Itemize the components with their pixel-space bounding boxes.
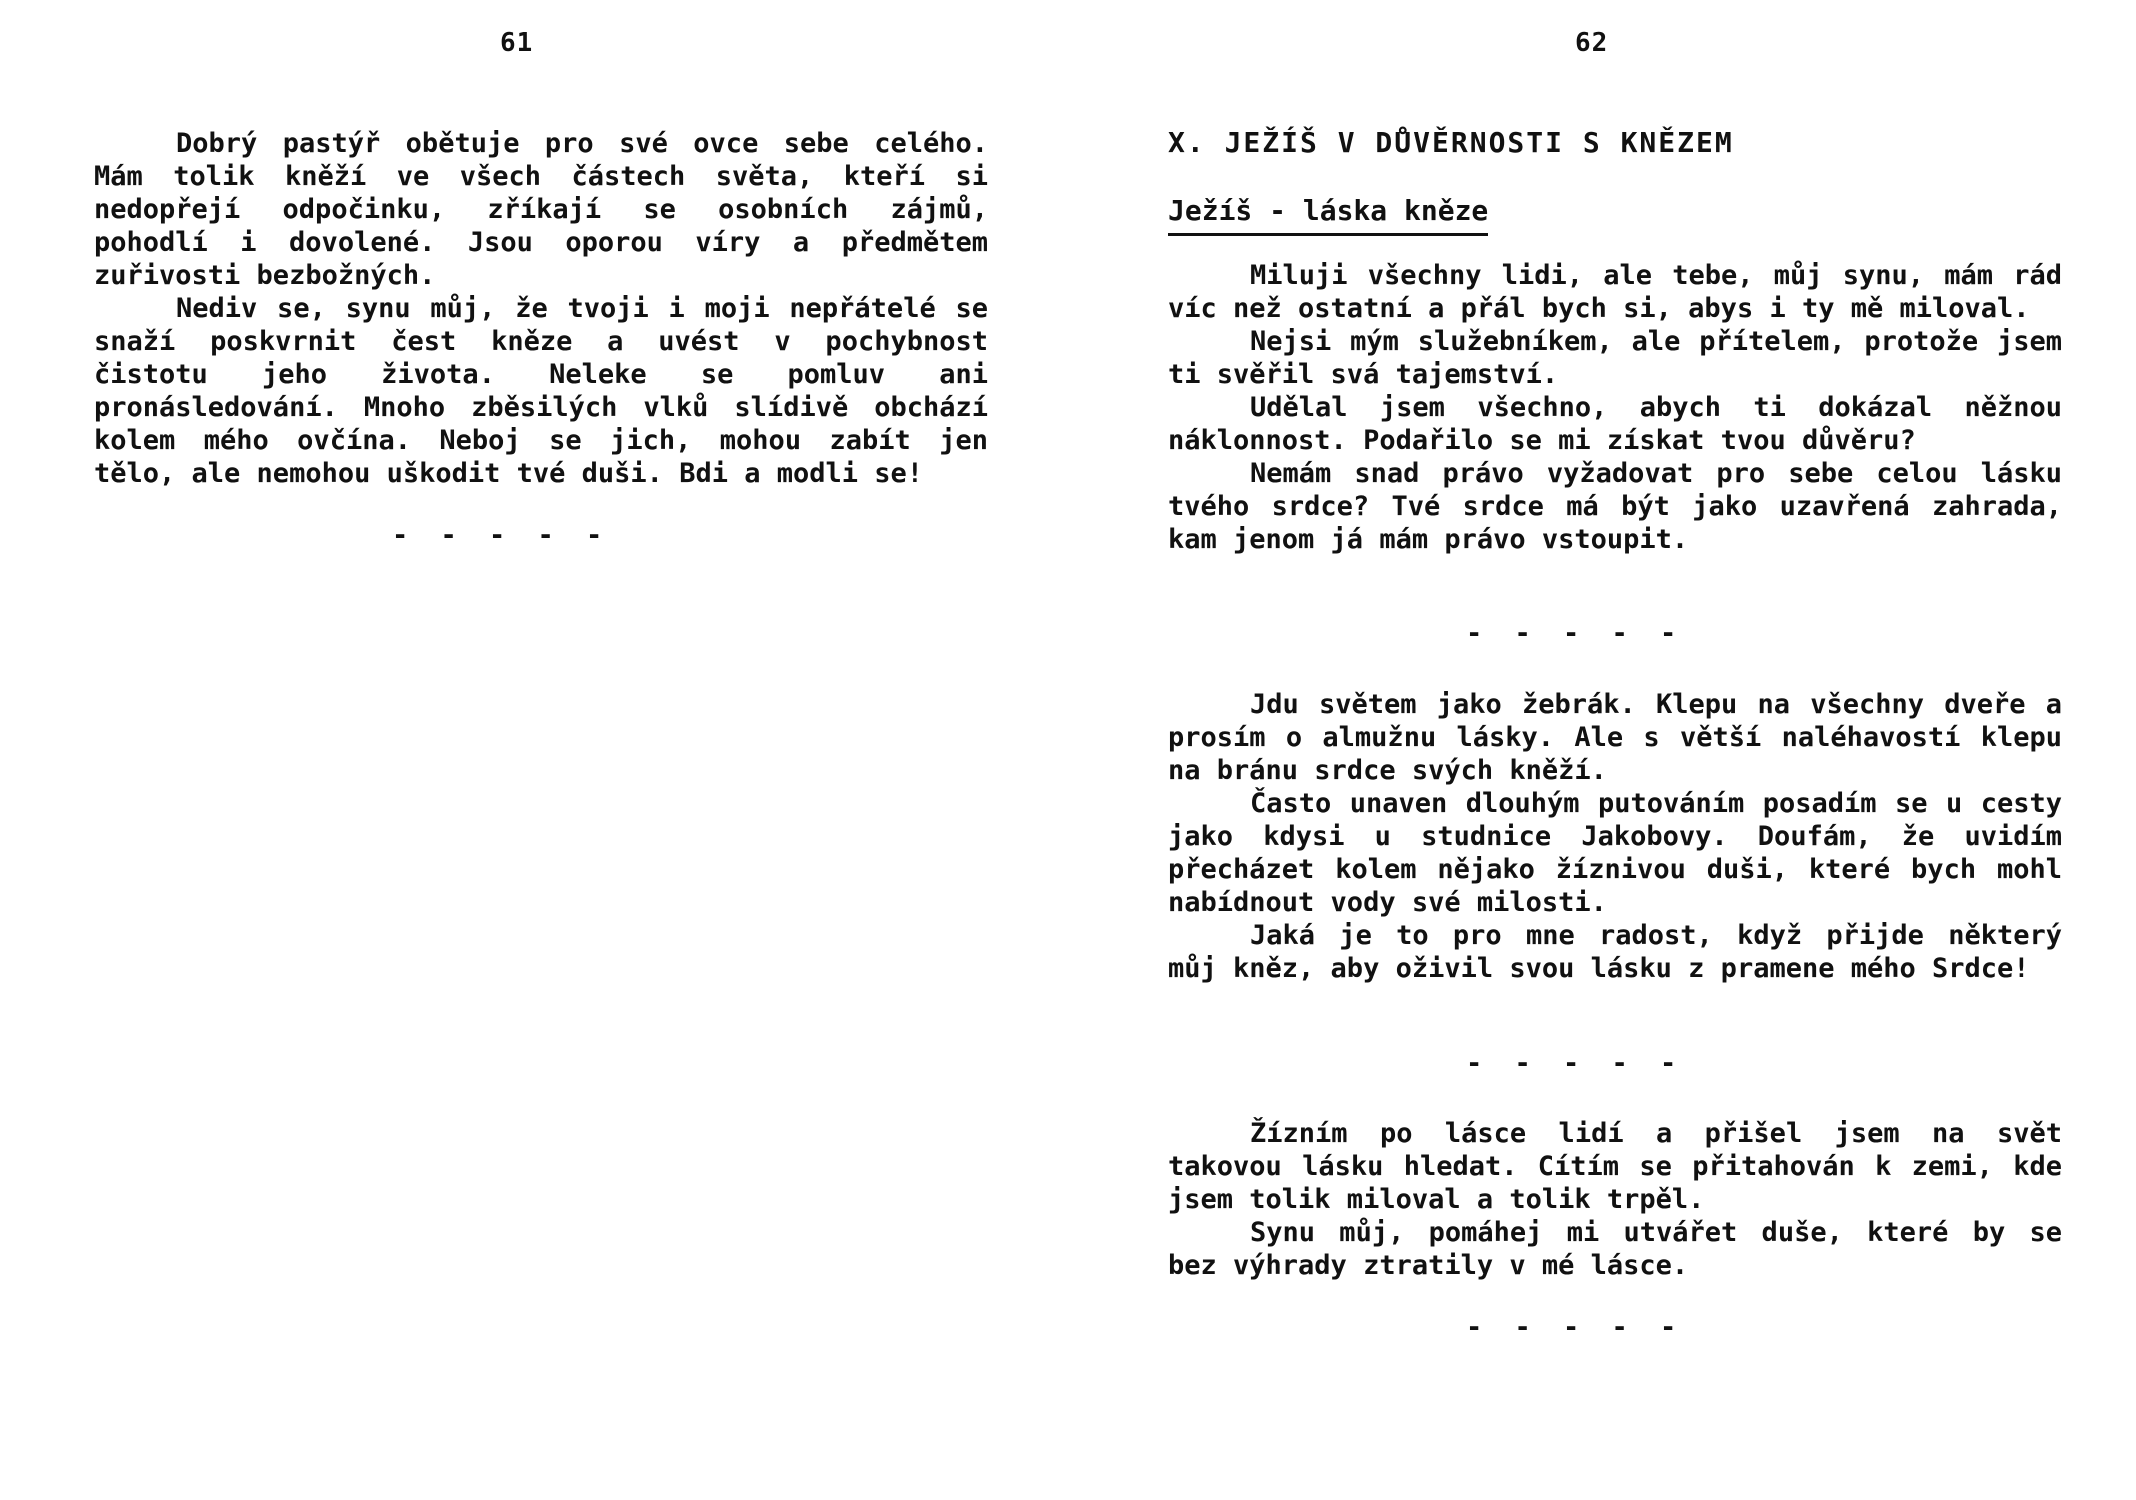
- right-section-3: [1168, 1117, 2062, 1282]
- paragraph: Žízním po lásce lidí a přišel jsem na svět takovou lásku hledat. Cítím se přitahován k zemi, kde jsem tolik miloval a tolik trpěl.: [1168, 1118, 2062, 1215]
- chapter-heading: X. JEŽÍŠ V DŮVĚRNOSTI S KNĚZEM: [1168, 126, 1734, 159]
- paragraph: Často unaven dlouhým putováním posadím se u cesty jako kdysi u studnice Jakobovy. Doufám, že uvidím přecházet kolem nějako žíznivou duši, které bych mohl nabídnout vody své milosti.: [1168, 788, 2062, 918]
- section-separator: - - - - -: [392, 520, 611, 551]
- section-subheading: Ježíš - láska kněze: [1168, 194, 1488, 236]
- page-number-left: 61: [500, 28, 534, 58]
- paragraph: Synu můj, pomáhej mi utvářet duše, které by se bez výhrady ztratily v mé lásce.: [1168, 1217, 2062, 1281]
- right-section-2: [1168, 688, 2062, 985]
- section-separator: - - - - -: [1466, 618, 1685, 649]
- paragraph: Dobrý pastýř obětuje pro své ovce sebe celého. Mám tolik kněží ve všech částech světa, kteří si nedopřejí odpočinku, zříkají se osobních zájmů, pohodlí i dovolené. Jsou oporou víry a předmětem zuřivosti bezbožných.: [94, 128, 988, 291]
- paragraph: Nejsi mým služebníkem, ale přítelem, protože jsem ti svěřil svá tajemství.: [1168, 326, 2062, 390]
- paragraph: Miluji všechny lidi, ale tebe, můj synu, mám rád víc než ostatní a přál bych si, abys i ty mě miloval.: [1168, 260, 2062, 324]
- paragraph: Nemám snad právo vyžadovat pro sebe celou lásku tvého srdce? Tvé srdce má být jako uzavřená zahrada, kam jenom já mám právo vstoupit.: [1168, 458, 2062, 555]
- paragraph: Jdu světem jako žebrák. Klepu na všechny dveře a prosím o almužnu lásky. Ale s větší naléhavostí klepu na bránu srdce svých kněží.: [1168, 689, 2062, 786]
- paragraph: Udělal jsem všechno, abych ti dokázal něžnou náklonnost. Podařilo se mi získat tvou důvěru?: [1168, 392, 2062, 456]
- paragraph: Jaká je to pro mne radost, když přijde některý můj kněz, aby oživil svou lásku z pramene mého Srdce!: [1168, 920, 2062, 984]
- page-number-right: 62: [1575, 28, 1609, 58]
- right-page: [1068, 0, 2136, 1500]
- paragraph: Nediv se, synu můj, že tvoji i moji nepřátelé se snaží poskvrnit čest kněze a uvést v pochybnost čistotu jeho života. Neleke se pomluv ani pronásledování. Mnoho zběsilých vlků slídivě obchází kolem mého ovčína. Neboj se jich, mohou zabít jen tělo, ale nemohou uškodit tvé duši. Bdi a modli se!: [94, 293, 988, 489]
- section-separator: - - - - -: [1466, 1048, 1685, 1079]
- left-body-text: [94, 127, 988, 490]
- right-section-1: [1168, 259, 2062, 556]
- section-separator: - - - - -: [1466, 1312, 1685, 1343]
